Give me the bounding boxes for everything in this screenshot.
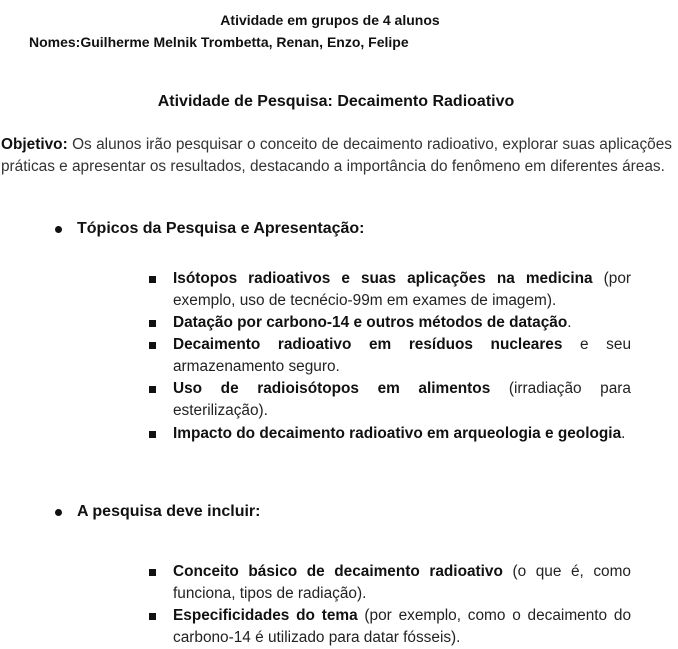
objective-text: Os alunos irão pesquisar o conceito de decaimento radioativo, explorar suas aplicações práticas e apresentar os resultados, destacando a importância do fenômeno em diferentes áreas. (1, 136, 672, 175)
square-bullet-icon (149, 342, 156, 349)
list-item-bold: Uso de radioisótopos em alimentos (173, 380, 491, 397)
square-bullet-icon (149, 386, 156, 393)
list-item-text: (o que é, como funciona, tipos de radiação). (173, 563, 631, 602)
section-heading-requirements (55, 503, 260, 521)
list-item-text: (por exemplo, como o decaimento do carbono-14 é utilizado para datar fósseis). (173, 607, 632, 646)
objective-label: Objetivo: (1, 136, 68, 153)
section-heading-topics (55, 220, 365, 238)
list-item-bold: Especificidades do tema (173, 607, 358, 624)
page-title: Atividade de Pesquisa: Decaimento Radioativo (157, 93, 515, 110)
square-bullet-icon (149, 569, 156, 576)
square-bullet-icon (149, 613, 156, 620)
section-heading-text: Tópicos da Pesquisa e Apresentação: (77, 220, 365, 237)
list-item (149, 378, 631, 422)
student-names: Nomes:Guilherme Melnik Trombetta, Renan, Enzo, Felipe (29, 34, 409, 50)
list-item-bold: Decaimento radioativo em resíduos nucleares (173, 336, 563, 353)
list-item (149, 312, 631, 334)
list-item-text: . (621, 425, 626, 442)
square-bullet-icon (149, 320, 156, 327)
list-item-bold: Isótopos radioativos e suas aplicações na medicina (173, 270, 593, 287)
list-item-text: (irradiação para esterilização). (173, 380, 631, 419)
list-item (149, 605, 631, 649)
list-item-text: (por exemplo, uso de tecnécio-99m em exames de imagem). (173, 270, 631, 309)
bullet-dot-icon (55, 509, 62, 516)
list-item (149, 268, 631, 312)
list-item-bold: Impacto do decaimento radioativo em arqueologia e geologia (173, 425, 622, 442)
list-item (149, 561, 631, 605)
objective-paragraph (1, 134, 672, 178)
list-item-text: e seu armazenamento seguro. (173, 336, 631, 375)
list-item-bold: Datação por carbono-14 e outros métodos de datação (173, 314, 568, 331)
list-item (149, 423, 631, 445)
section-heading-text: A pesquisa deve incluir: (77, 503, 261, 520)
square-bullet-icon (149, 431, 156, 438)
list-item-bold: Conceito básico de decaimento radioativo (173, 563, 503, 580)
bullet-dot-icon (55, 226, 62, 233)
list-item (149, 334, 631, 378)
square-bullet-icon (149, 276, 156, 283)
list-item-text: . (567, 314, 572, 331)
group-activity-header: Atividade em grupos de 4 alunos (220, 12, 440, 28)
